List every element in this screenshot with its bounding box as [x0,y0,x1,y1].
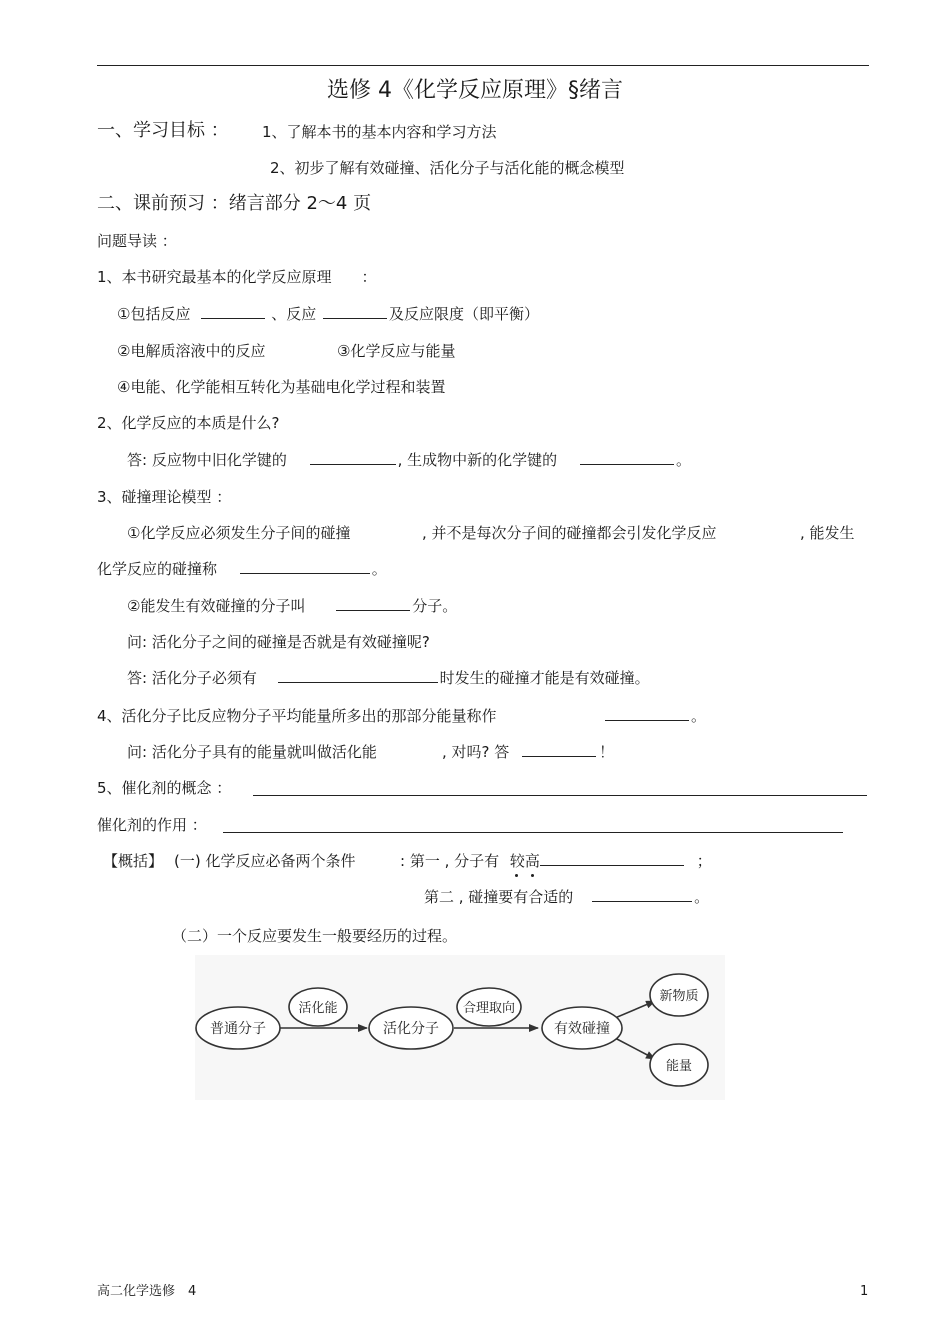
q4-ask-end: ！ [599,743,615,761]
q3-ask: 问: 活化分子之间的碰撞是否就是有效碰撞呢? [127,633,430,651]
label-activation-energy-text: 活化能 [298,1001,338,1016]
summary-two [424,886,709,908]
q5-text: 5、催化剂的概念 ： [97,779,232,797]
q1-item-a [117,303,539,325]
q4-blank-wrap [605,705,706,727]
reaction-process-diagram [195,955,725,1100]
q1-a-mid: 、反应 [271,305,317,323]
blank-activation-energy[interactable] [605,706,689,721]
summary-one-a: (一) 化学反应必备两个条件 [174,852,356,870]
header-rule [97,65,869,66]
node-ordinary-molecule-label: 普通分子 [210,1021,266,1037]
footer-course: 高二化学选修 4 [97,1284,197,1299]
q3-p1b: , 并不是每次分子间的碰撞都会引发化学反应 [422,524,717,542]
blank-orientation[interactable] [592,887,692,902]
q1-text: 1、本书研究最基本的化学反应原理 ： [97,268,377,286]
section2-heading: 二、课前预习 ：绪言部分 2～4 页 [97,193,372,214]
q4-ask-b-wrap [442,741,614,763]
goal-1: 1、了解本书的基本内容和学习方法 [262,123,497,141]
summary-label: 【概括】 [103,852,164,870]
node-new-substance-label: 新物质 [659,989,699,1004]
summary-one-end: ； [696,852,712,870]
blank-proper-orientation[interactable] [278,668,438,683]
q5-role: 催化剂的作用 ： [97,816,207,834]
q3-answer [127,667,650,689]
section1-heading: 一、学习目标 ： [97,120,229,141]
page-title: 选修 4《化学反应原理》§绪言 [327,78,623,103]
q3-p1d: 化学反应的碰撞称 [97,560,218,578]
blank-new-bond[interactable] [580,450,674,465]
q3-p1e: 。 [371,560,387,578]
blank-reaction-direction[interactable] [323,304,387,319]
node-effective-collision-label: 有效碰撞 [554,1021,610,1037]
q4-text: 4、活化分子比反应物分子平均能量所多出的那部分能量称作 [97,707,497,725]
summary-one-b: : 第一 , 分子有 [400,852,500,870]
blank-higher-energy[interactable] [540,851,684,866]
label-proper-orientation-text: 合理取向 [462,1001,516,1016]
node-energy-label: 能量 [665,1059,693,1074]
q3-p1a: ①化学反应必须发生分子间的碰撞 [127,524,351,542]
goal-2: 2、初步了解有效碰撞、活化分子与活化能的概念模型 [270,159,625,177]
q1-item-c: ③化学反应与能量 [337,342,456,360]
blank-activated-molecule[interactable] [336,596,410,611]
q2-answer [127,449,691,471]
q1-item-d: ④电能、化学能相互转化为基础电化学过程和装置 [117,378,446,396]
blank-right-or-wrong[interactable] [522,742,596,757]
q2-ans-pre: 答: 反应物中旧化学键的 [127,451,287,469]
emphasis-higher: 较高 [510,850,540,872]
q4-end: 。 [691,707,707,725]
blank-reaction-rate[interactable] [201,304,265,319]
q3-p2b: 分子。 [412,597,458,615]
q1-item-b: ②电解质溶液中的反应 [117,342,266,360]
node-activated-molecule-label: 活化分子 [383,1021,439,1037]
blank-old-bond[interactable] [310,450,396,465]
blank-catalyst-concept[interactable] [253,795,867,796]
q3-ans-post: 时发生的碰撞才能是有效碰撞。 [439,669,650,687]
q3-p2 [127,595,457,617]
summary-one-line [400,850,712,872]
page-number: 1 [860,1284,869,1299]
summary-three: （二）一个反应要发生一般要经历的过程。 [172,927,458,945]
q1-a-post: 及反应限度（即平衡） [389,305,540,323]
q1-a-pre: ①包括反应 [117,305,191,323]
q3-p1c: , 能发生 [800,524,855,542]
q2-ans-mid: , 生成物中新的化学键的 [397,451,558,469]
summary-two-a: 第二 , 碰撞要有合适的 [424,888,574,906]
q2-text: 2、化学反应的本质是什么? [97,414,280,432]
q4-ask: 问: 活化分子具有的能量就叫做活化能 [127,743,377,761]
q3-ans-pre: 答: 活化分子必须有 [127,669,257,687]
question-guide-label: 问题导读 ： [97,232,177,250]
blank-effective-collision[interactable] [240,559,370,574]
blank-catalyst-role[interactable] [223,832,843,833]
q3-text: 3、碰撞理论模型 ： [97,488,232,506]
q2-ans-post: 。 [675,451,691,469]
summary-two-end: 。 [694,888,710,906]
q4-ask-b: , 对吗? 答 [442,743,510,761]
q3-p1-line2 [97,558,387,580]
q3-p2a: ②能发生有效碰撞的分子叫 [127,597,306,615]
